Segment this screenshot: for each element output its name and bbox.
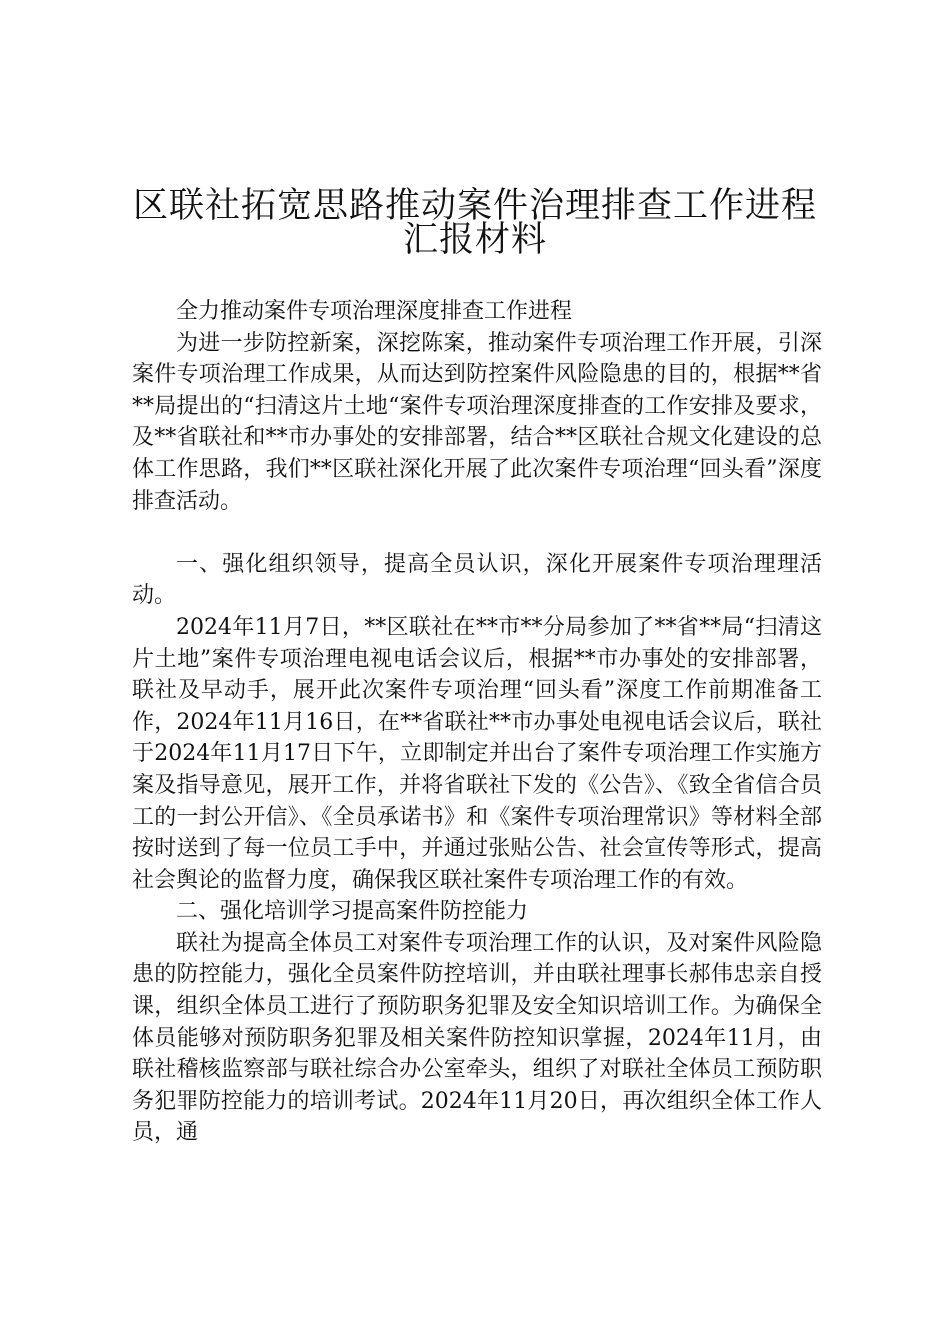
document-body <box>132 296 822 1149</box>
section-1-paragraph: 2024年11月7日，**区联社在**市**分局参加了**省**局“扫清这片土地”案件专项治理电视电话会议后，根据**市办事处的安排部署，联社及早动手，展开此次案件专项治理“回头看”深度工作前期准备工作，2024年11月16日，在**省联社**市办事处电视电话会议后，联社于2024年11月17日下午，立即制定并出台了案件专项治理工作实施方案及指导意见，展开工作，并将省联社下发的《公告》、《致全省信合员工的一封公开信》、《全员承诺书》和《案件专项治理常识》等材料全部按时送到了每一位员工手中，并通过张贴公告、社会宣传等形式，提高社会舆论的监督力度，确保我区联社案件专项治理工作的有效。 <box>132 614 822 893</box>
section-2-paragraph: 联社为提高全体员工对案件专项治理工作的认识，及对案件风险隐患的防控能力，强化全员案件防控培训，并由联社理事长郝伟忠亲自授课，组织全体员工进行了预防职务犯罪及安全知识培训工作。为确保全体员能够对预防职务犯罪及相关案件防控知识掌握，2024年11月，由联社稽核监察部与联社综合办公室牵头，组织了对联社全体员工预防职务犯罪防控能力的培训考试。2024年11月20日，再次组织全体工作人员，通 <box>132 930 822 1146</box>
subtitle-paragraph: 全力推动案件专项治理深度排查工作进程 <box>176 299 573 324</box>
section-2-heading: 二、强化培训学习提高案件防控能力 <box>176 899 529 925</box>
blank-line <box>132 517 822 549</box>
section-1-heading: 一、强化组织领导，提高全员认识，深化开展案件专项治理理活动。 <box>132 551 822 609</box>
document-title-line-1: 区联社拓宽思路推动案件治理排查工作进程 <box>132 186 817 226</box>
document-title-line-2: 汇报材料 <box>402 220 547 260</box>
intro-paragraph: 为进一步防控新案，深挖陈案，推动案件专项治理工作开展，引深案件专项治理工作成果，从而达到防控案件风险隐患的目的，根据**省**局提出的“扫清这片土地“案件专项治理深度排查的工作安排及要求，及**省联社和**市办事处的安排部署，结合**区联社合规文化建设的总体工作思路，我们**区联社深化开展了此次案件专项治理“回头看”深度排查活动。 <box>132 330 822 514</box>
